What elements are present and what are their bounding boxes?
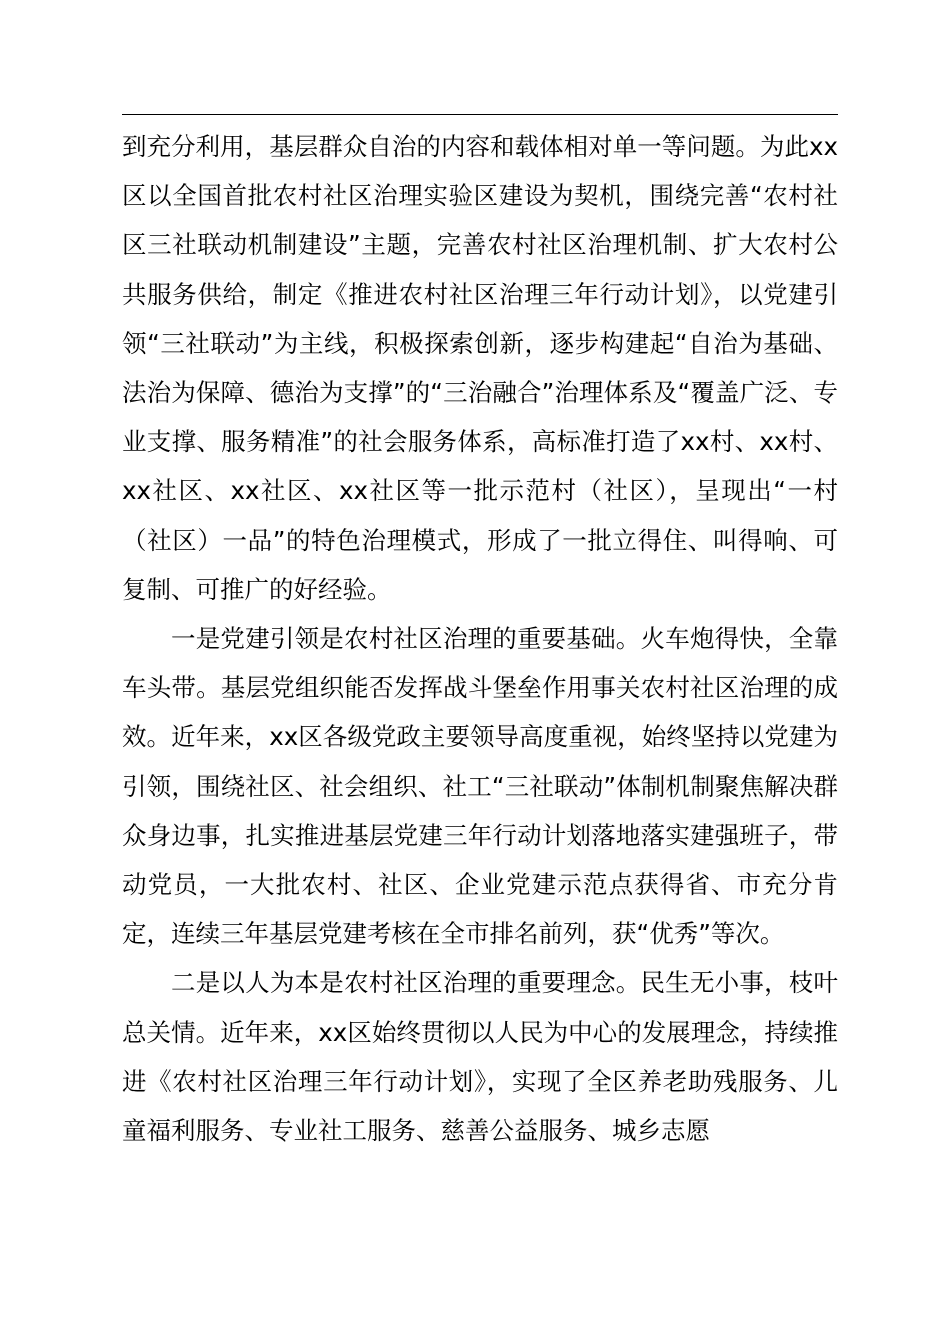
- paragraph-continuation: 到充分利用，基层群众自治的内容和载体相对单一等问题。为此xx区以全国首批农村社区治理实验区建设为契机，围绕完善“农村社区三社联动机制建设”主题，完善农村社区治理机制、扩大农村公共服务供给，制定《推进农村社区治理三年行动计划》，以党建引领“三社联动”为主线，积极探索创新，逐步构建起“自治为基础、法治为保障、德治为支撑”的“三治融合”治理体系及“覆盖广泛、专业支撑、服务精准”的社会服务体系，高标准打造了xx村、xx村、xx社区、xx社区、xx社区等一批示范村（社区），呈现出“一村（社区）一品”的特色治理模式，形成了一批立得住、叫得响、可复制、可推广的好经验。: [122, 132, 838, 604]
- body-text: [122, 122, 838, 1155]
- paragraph-party-leadership: 一是党建引领是农村社区治理的重要基础。火车炮得快，全靠车头带。基层党组织能否发挥战斗堡垒作用事关农村社区治理的成效。近年来，xx区各级党政主要领导高度重视，始终坚持以党建为引领，围绕社区、社会组织、社工“三社联动”体制机制聚焦解决群众身边事，扎实推进基层党建三年行动计划落地落实建强班子，带动党员，一大批农村、社区、企业党建示范点获得省、市充分肯定，连续三年基层党建考核在全市排名前列，获“优秀”等次。: [122, 624, 838, 949]
- header-rule: [122, 114, 838, 115]
- paragraph-people-oriented: 二是以人为本是农村社区治理的重要理念。民生无小事，枝叶总关情。近年来，xx区始终贯彻以人民为中心的发展理念，持续推进《农村社区治理三年行动计划》，实现了全区养老助残服务、儿童福利服务、专业社工服务、慈善公益服务、城乡志愿: [122, 968, 838, 1146]
